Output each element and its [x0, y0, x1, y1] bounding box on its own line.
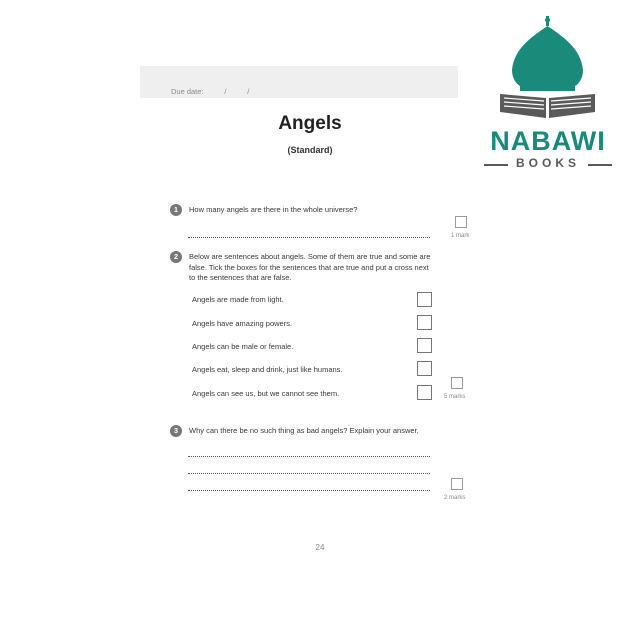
statement-2: Angels have amazing powers. [192, 319, 293, 328]
question-3-answer-line-3[interactable] [188, 490, 430, 491]
worksheet-title: Angels [278, 113, 342, 134]
logo-wordmark: NABAWI [490, 126, 606, 156]
statement-2-checkbox[interactable] [417, 315, 432, 330]
due-date-bar [140, 66, 458, 98]
statement-1-checkbox[interactable] [417, 292, 432, 307]
logo-divider-right [588, 164, 612, 166]
due-date-label: Due date: / / [171, 87, 250, 96]
question-1-mark-box[interactable] [455, 216, 467, 228]
question-3-mark-box[interactable] [451, 478, 463, 490]
statement-4-checkbox[interactable] [417, 361, 432, 376]
question-3-answer-line-1[interactable] [188, 456, 430, 457]
worksheet-subtitle: (Standard) [287, 145, 333, 155]
statement-5-checkbox[interactable] [417, 385, 432, 400]
question-3-marks-label: 2 marks [444, 495, 466, 501]
question-1-text: How many angels are there in the whole universe? [189, 205, 358, 214]
question-2-number: 2 [170, 251, 182, 263]
logo-tagline: BOOKS [515, 156, 580, 170]
question-3-number: 3 [170, 425, 182, 437]
statement-3-checkbox[interactable] [417, 338, 432, 353]
page-number: 24 [315, 543, 325, 552]
statement-3: Angels can be male or female. [192, 342, 294, 351]
nabawi-books-logo [478, 14, 618, 174]
question-3-answer-line-2[interactable] [188, 473, 430, 474]
statement-1: Angels are made from light. [192, 295, 284, 304]
question-3-text: Why can there be no such thing as bad angels? Explain your answer, [189, 426, 419, 435]
question-1-answer-line[interactable] [188, 237, 430, 238]
statement-4: Angels eat, sleep and drink, just like humans. [192, 365, 343, 374]
question-2-text: Below are sentences about angels. Some of them are true and some are false. Tick the boxes for the sentences that are true and put a cross next to the sentences that are false. [189, 252, 431, 282]
question-1-marks-label: 1 mark [451, 233, 470, 239]
question-2-mark-box[interactable] [451, 377, 463, 389]
dome-book-icon [478, 14, 618, 124]
statement-5: Angels can see us, but we cannot see them. [192, 389, 340, 398]
question-2-marks-label: 5 marks [444, 394, 466, 400]
question-1-number: 1 [170, 204, 182, 216]
